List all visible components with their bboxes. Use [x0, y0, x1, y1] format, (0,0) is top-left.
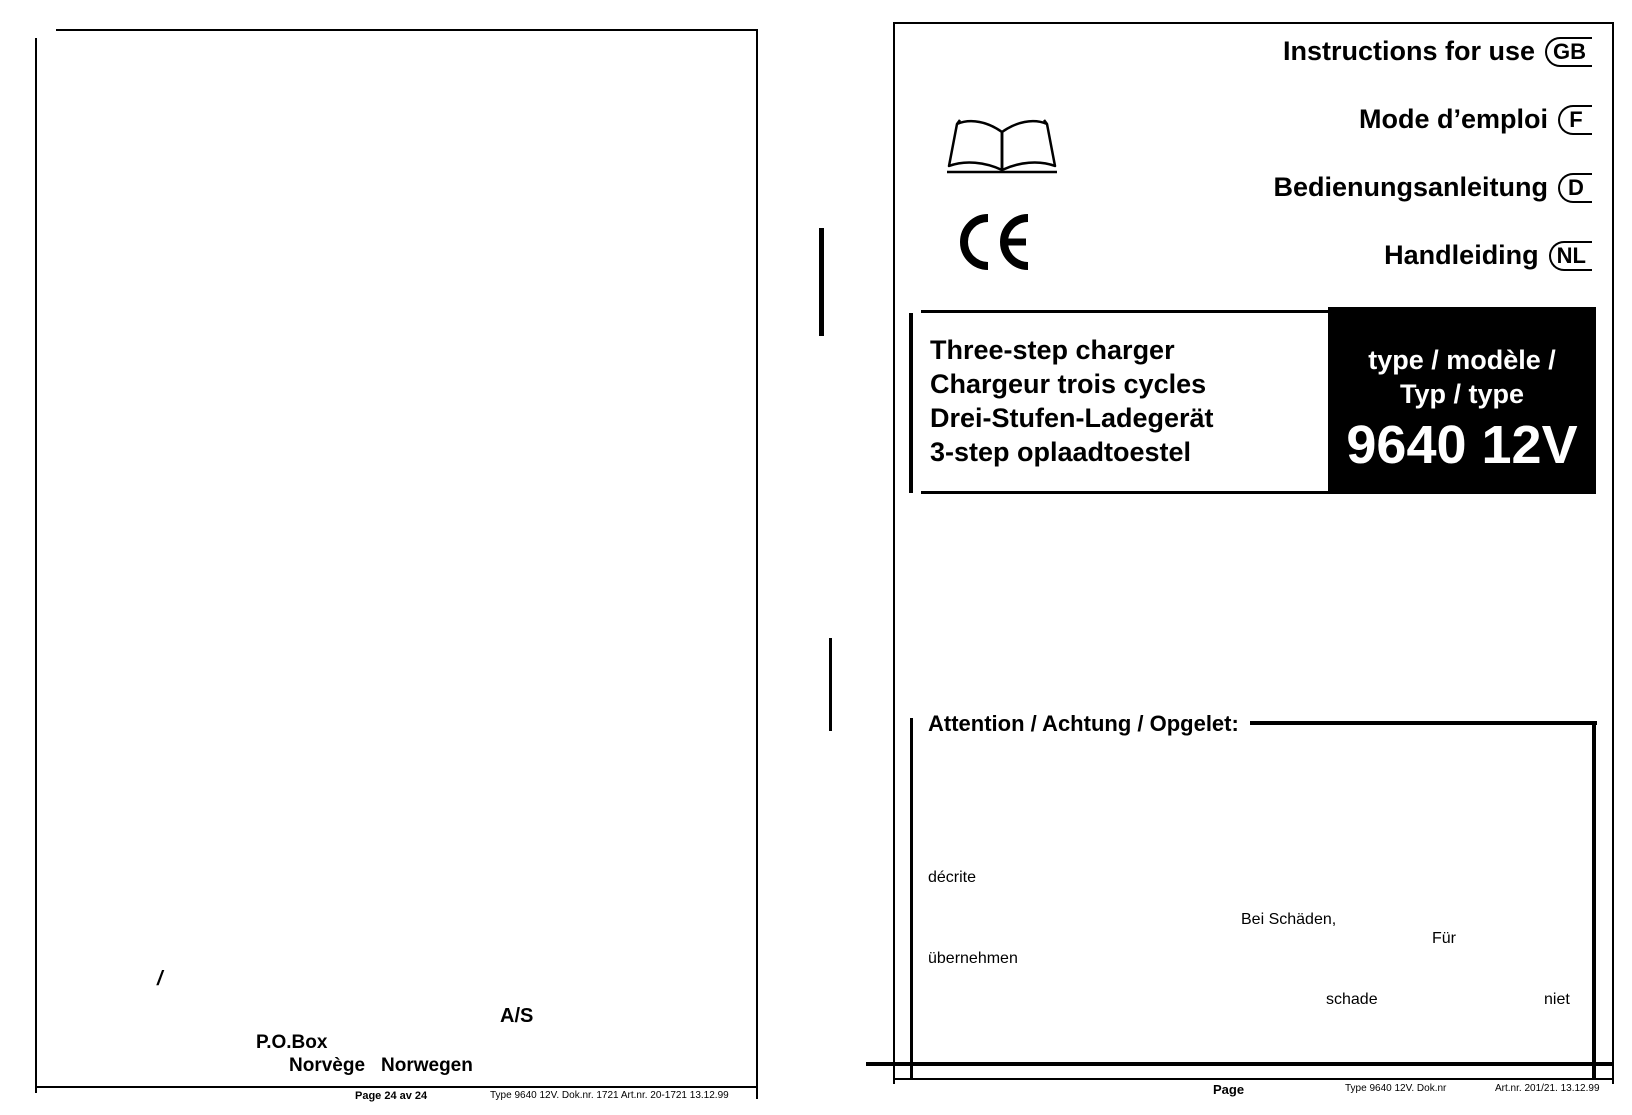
attention-left-rule — [910, 718, 913, 1078]
language-row-d — [1273, 172, 1592, 203]
attention-right-rule — [1592, 721, 1596, 1079]
attention-text-fur: Für — [1432, 930, 1456, 947]
left-page-bottom-rule — [35, 1086, 758, 1088]
language-code-nl: NL — [1549, 241, 1592, 271]
type-label-line-2: Typ / type — [1399, 379, 1525, 409]
language-code-f: F — [1558, 105, 1592, 135]
language-label-nl: Handleiding — [1384, 240, 1539, 270]
left-footer-ref: Type 9640 12V. Dok.nr. 1721 Art.nr. 20-1721 13.12.99 — [490, 1090, 729, 1101]
country-fr: Norvège — [289, 1055, 366, 1076]
right-page-top-rule — [893, 22, 1613, 24]
attention-text-bei-schaden: Bei Schäden, — [1241, 911, 1337, 928]
country-de: Norwegen — [381, 1055, 473, 1076]
open-book-icon — [943, 110, 1061, 176]
language-label-f: Mode d’emploi — [1359, 104, 1548, 134]
model-number: 9640 12V — [1346, 415, 1578, 475]
company-suffix: A/S — [500, 1005, 534, 1027]
po-box-label: P.O.Box — [256, 1032, 328, 1053]
title-block-bottom-rule — [921, 491, 1596, 494]
left-footer-page: Page 24 av 24 — [355, 1090, 428, 1102]
language-row-gb — [1283, 36, 1592, 67]
left-page-top-rule — [56, 29, 756, 31]
center-mark-lower — [829, 638, 832, 731]
type-label-line-1: type / modèle / — [1368, 345, 1556, 375]
language-row-f — [1359, 104, 1592, 135]
right-page-left-border — [893, 22, 895, 1084]
left-slash: / — [157, 968, 163, 990]
left-page-right-border — [756, 29, 758, 1099]
product-name-en: Three-step charger — [930, 335, 1175, 365]
attention-text-niet: niet — [1544, 991, 1570, 1008]
right-footer-rule-bottom — [893, 1078, 1614, 1080]
right-page-right-border — [1612, 22, 1614, 1084]
model-type-box — [1328, 307, 1596, 491]
language-list — [1092, 34, 1592, 284]
product-name-fr: Chargeur trois cycles — [930, 369, 1207, 399]
language-code-d: D — [1558, 173, 1592, 203]
right-footer-rule-top — [866, 1062, 1614, 1066]
attention-text-schade: schade — [1326, 991, 1378, 1008]
title-block-left-rule — [909, 313, 913, 493]
right-footer-doc: Type 9640 12V. Dok.nr — [1345, 1083, 1447, 1094]
language-row-nl — [1384, 240, 1592, 271]
right-footer-page: Page — [1213, 1082, 1245, 1097]
center-mark-upper — [819, 228, 824, 336]
ce-mark — [958, 212, 1038, 272]
attention-heading: Attention / Achtung / Opgelet: — [928, 711, 1239, 736]
language-label-d: Bedienungsanleitung — [1273, 172, 1548, 202]
attention-text-ubernehmen: übernehmen — [928, 950, 1018, 967]
right-footer-art: Art.nr. 201/21. 13.12.99 — [1495, 1083, 1600, 1094]
product-name-de: Drei-Stufen-Ladegerät — [930, 403, 1214, 433]
left-page-left-border — [35, 38, 37, 1093]
product-name-list — [930, 333, 1214, 469]
attention-heading-rule — [1250, 721, 1597, 725]
product-name-nl: 3-step oplaadtoestel — [930, 437, 1192, 467]
language-label-gb: Instructions for use — [1282, 36, 1535, 66]
ce-mark-text — [1038, 212, 1039, 213]
language-code-gb: GB — [1545, 37, 1592, 67]
attention-text-decrite: décrite — [928, 869, 977, 886]
